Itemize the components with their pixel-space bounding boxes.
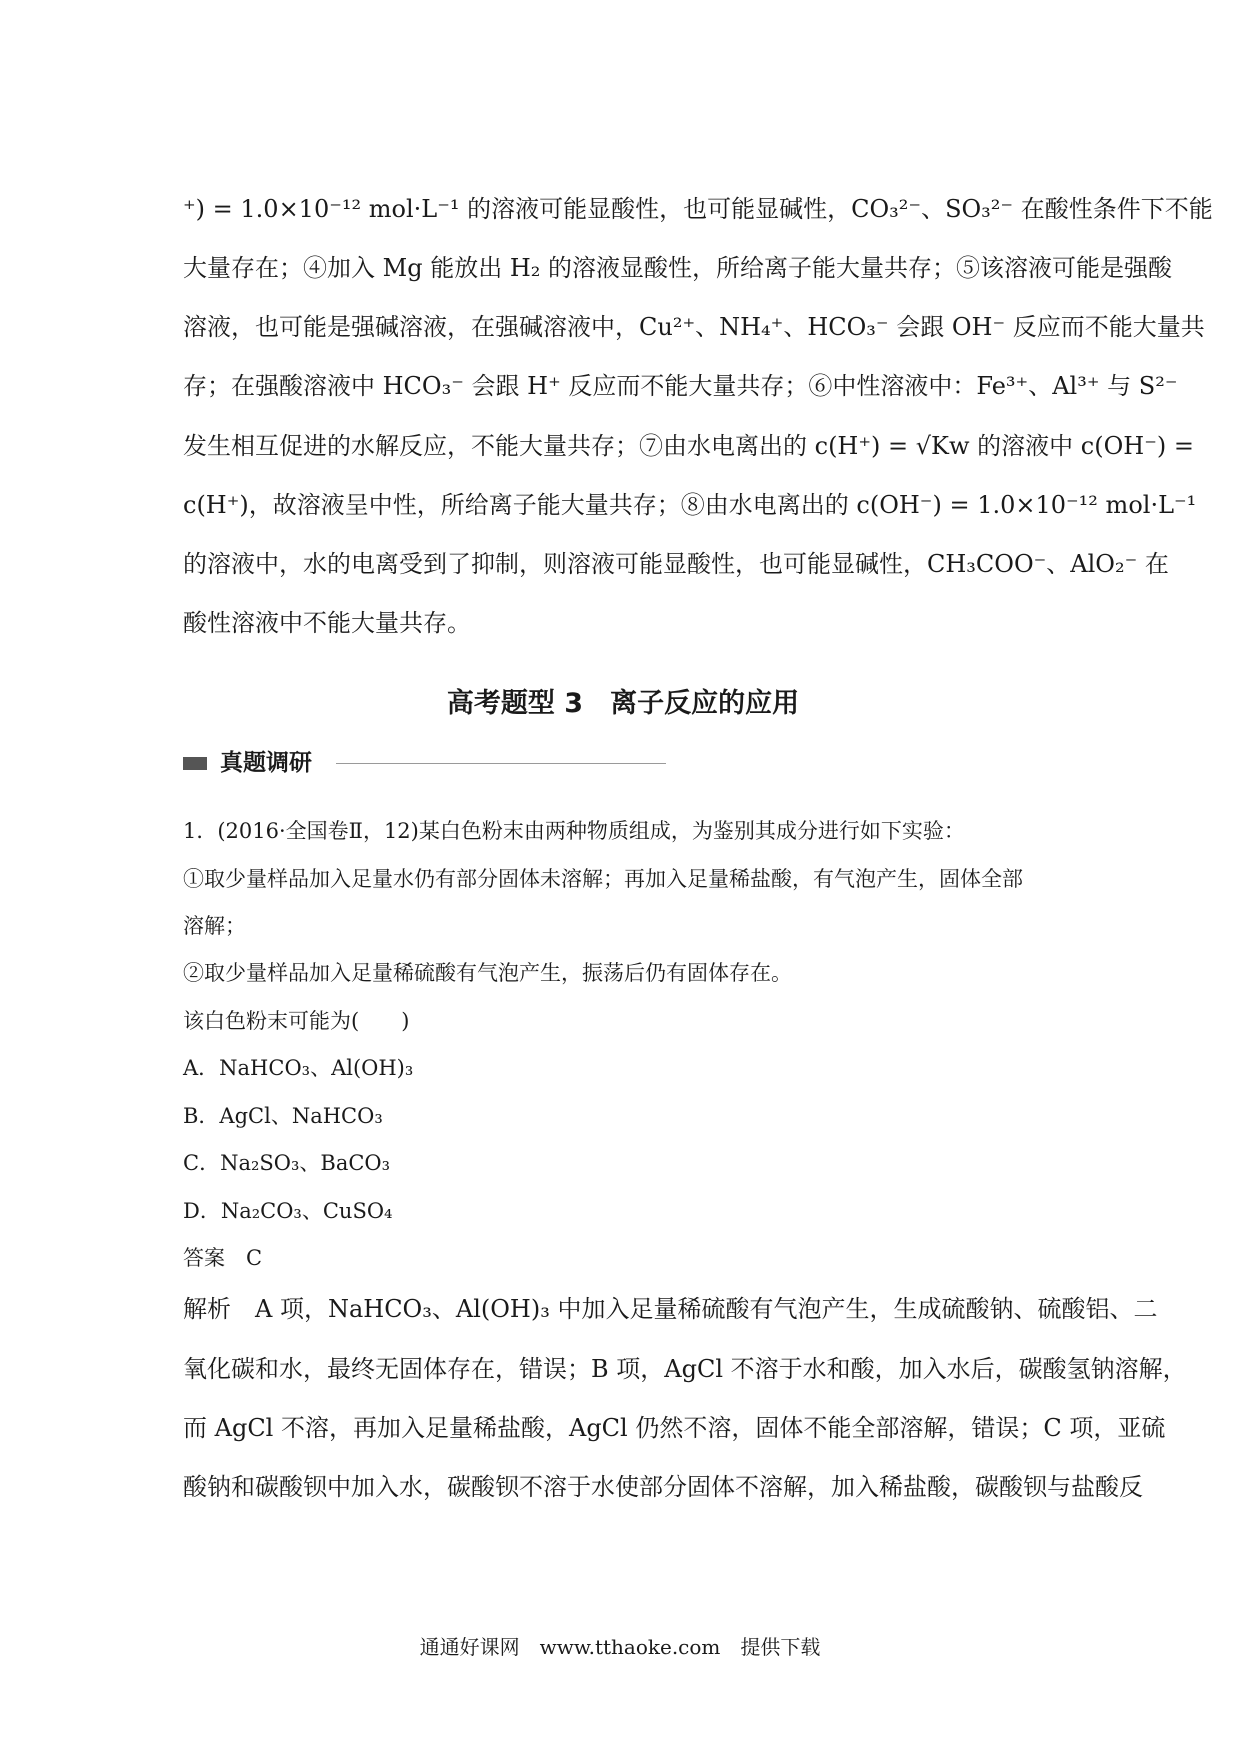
answer-line: 答案 C	[183, 1246, 263, 1270]
section-title: 高考题型 3 离子反应的应用	[446, 688, 800, 719]
paragraph-line: 大量存在；④加入 Mg 能放出 H₂ 的溶液显酸性，所给离子能大量共存；⑤该溶液可能是强酸	[183, 254, 1173, 282]
question-line: 该白色粉末可能为( )	[183, 1009, 410, 1033]
paragraph-line: ⁺) = 1.0×10⁻¹² mol·L⁻¹ 的溶液可能显酸性，也可能显碱性，CO₃²⁻、SO₃²⁻ 在酸性条件下不能	[183, 195, 1213, 223]
analysis-line: 氧化碳和水，最终无固体存在，错误；B 项，AgCl 不溶于水和酸，加入水后，碳酸氢钠溶解，	[183, 1355, 1187, 1383]
subheading-label: 真题调研	[220, 750, 312, 776]
analysis-line: 酸钠和碳酸钡中加入水，碳酸钡不溶于水使部分固体不溶解，加入稀盐酸，碳酸钡与盐酸反	[183, 1473, 1143, 1501]
page-footer: 通通好课网 www.tthaoke.com 提供下载	[419, 1635, 821, 1659]
option-b: B．AgCl、NaHCO₃	[183, 1104, 383, 1128]
option-a: A．NaHCO₃、Al(OH)₃	[183, 1056, 414, 1080]
question-line: 1．(2016·全国卷Ⅱ，12)某白色粉末由两种物质组成，为鉴别其成分进行如下实验：	[183, 819, 965, 843]
analysis-line: 解析 A 项，NaHCO₃、Al(OH)₃ 中加入足量稀硫酸有气泡产生，生成硫酸钠、硫酸铝、二	[183, 1295, 1158, 1323]
paragraph-line: c(H⁺)，故溶液呈中性，所给离子能大量共存；⑧由水电离出的 c(OH⁻) = 1.0×10⁻¹² mol·L⁻¹	[183, 491, 1197, 519]
question-line: ①取少量样品加入足量水仍有部分固体未溶解；再加入足量稀盐酸，有气泡产生，固体全部	[183, 867, 1023, 891]
paragraph-line: 的溶液中，水的电离受到了抑制，则溶液可能显酸性，也可能显碱性，CH₃COO⁻、AlO₂⁻ 在	[183, 550, 1169, 578]
analysis-line: 而 AgCl 不溶，再加入足量稀盐酸，AgCl 仍然不溶，固体不能全部溶解，错误；C 项，亚硫	[183, 1414, 1166, 1442]
option-c: C．Na₂SO₃、BaCO₃	[183, 1151, 391, 1175]
question-line: 溶解；	[183, 914, 246, 938]
paragraph-line: 存；在强酸溶液中 HCO₃⁻ 会跟 H⁺ 反应而不能大量共存；⑥中性溶液中：Fe³⁺、Al³⁺ 与 S²⁻	[183, 372, 1178, 400]
paragraph-line: 溶液，也可能是强碱溶液，在强碱溶液中，Cu²⁺、NH₄⁺、HCO₃⁻ 会跟 OH⁻ 反应而不能大量共	[183, 313, 1205, 341]
question-line: ②取少量样品加入足量稀硫酸有气泡产生，振荡后仍有固体存在。	[183, 961, 792, 985]
paragraph-line: 发生相互促进的水解反应，不能大量共存；⑦由水电离出的 c(H⁺) = √Kw 的溶液中 c(OH⁻) =	[183, 432, 1194, 460]
subheading	[183, 748, 683, 778]
option-d: D．Na₂CO₃、CuSO₄	[183, 1199, 393, 1223]
subheading-rule	[336, 763, 666, 764]
subheading-marker	[183, 757, 207, 770]
paragraph-line: 酸性溶液中不能大量共存。	[183, 609, 471, 637]
